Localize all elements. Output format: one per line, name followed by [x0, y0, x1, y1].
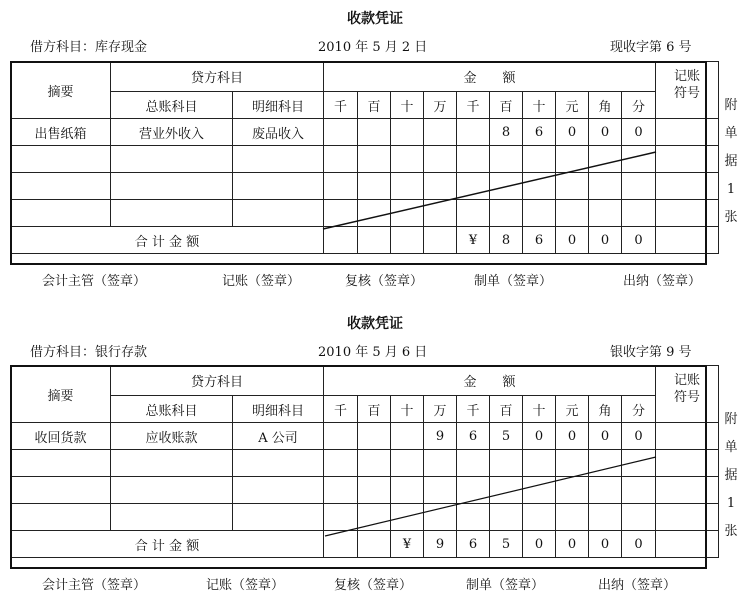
empty-row [11, 146, 719, 173]
header-detail-account: 明细科目 [233, 396, 324, 423]
header-record-mark: 记账 符号 [656, 366, 719, 423]
header-credit-account: 贷方科目 [111, 62, 324, 92]
voucher-number: 银收字第 9 号 [610, 345, 692, 360]
digit [324, 423, 358, 450]
total-digit: 0 [556, 531, 589, 558]
header-detail-account: 明细科目 [233, 92, 324, 119]
header-amount: 金 额 [324, 366, 656, 396]
unit-fen: 分 [622, 92, 656, 119]
total-digit: 0 [622, 227, 656, 254]
total-digit: 6 [523, 227, 556, 254]
header-general-ledger: 总账科目 [111, 92, 233, 119]
record-mark-cell [656, 531, 719, 558]
unit-qian: 千 [457, 396, 490, 423]
total-digit: 0 [589, 227, 622, 254]
record-mark-cell [656, 227, 719, 254]
voucher-title: 收款凭证 [347, 11, 403, 27]
entry-row [11, 423, 719, 450]
total-digit [358, 531, 391, 558]
empty-row [11, 504, 719, 531]
entry-summary: 出售纸箱 [11, 119, 111, 146]
voucher-date: 2010 年 5 月 2 日 [318, 40, 428, 55]
digit: 5 [490, 423, 523, 450]
total-digit: 0 [622, 531, 656, 558]
record-mark-cell [656, 423, 719, 450]
sign-cashier: 出纳（签章） [598, 578, 677, 593]
digit [391, 119, 424, 146]
total-digit [358, 227, 391, 254]
debit-account: 借方科目：库存现金 [30, 40, 148, 55]
total-label: 合 计 金 额 [11, 531, 324, 558]
digit [358, 119, 391, 146]
unit-bai: 百 [490, 396, 523, 423]
sign-accounting-supervisor: 会计主管（签章） [42, 274, 147, 289]
header-summary: 摘要 [11, 366, 111, 423]
unit-bai-wan: 百 [358, 396, 391, 423]
total-digit: 6 [457, 531, 490, 558]
digit [391, 423, 424, 450]
total-row [11, 531, 719, 558]
digit: 6 [523, 119, 556, 146]
unit-shi-wan: 十 [391, 92, 424, 119]
unit-fen: 分 [622, 396, 656, 423]
digit: 8 [490, 119, 523, 146]
entry-detail-account: A 公司 [233, 423, 324, 450]
sign-preparer: 制单（签章） [474, 274, 553, 289]
unit-bai: 百 [490, 92, 523, 119]
entry-general-ledger: 营业外收入 [111, 119, 233, 146]
header-general-ledger: 总账科目 [111, 396, 233, 423]
total-digit [324, 227, 358, 254]
digit: 9 [424, 423, 457, 450]
sign-bookkeeper: 记账（签章） [206, 578, 285, 593]
total-digit: 0 [523, 531, 556, 558]
entry-general-ledger: 应收账款 [111, 423, 233, 450]
attachment-note: 附 单 据 1 张 [724, 412, 738, 539]
unit-qian-wan: 千 [324, 396, 358, 423]
sign-accounting-supervisor: 会计主管（签章） [42, 578, 147, 593]
digit: 0 [523, 423, 556, 450]
header-amount: 金 额 [324, 62, 656, 92]
unit-jiao: 角 [589, 396, 622, 423]
digit: 0 [556, 423, 589, 450]
unit-yuan: 元 [556, 92, 589, 119]
unit-shi: 十 [523, 92, 556, 119]
total-label: 合 计 金 额 [11, 227, 324, 254]
total-digit: 8 [490, 227, 523, 254]
digit: 0 [589, 423, 622, 450]
digit [424, 119, 457, 146]
digit [358, 423, 391, 450]
unit-wan: 万 [424, 92, 457, 119]
header-summary: 摘要 [11, 62, 111, 119]
voucher-table [10, 365, 719, 558]
digit [324, 119, 358, 146]
voucher-table [10, 61, 719, 254]
digit: 0 [622, 119, 656, 146]
unit-shi-wan: 十 [391, 396, 424, 423]
total-digit: ¥ [457, 227, 490, 254]
sign-reviewer: 复核（签章） [345, 274, 424, 289]
entry-summary: 收回货款 [11, 423, 111, 450]
total-digit [324, 531, 358, 558]
voucher-number: 现收字第 6 号 [610, 40, 692, 55]
digit [457, 119, 490, 146]
total-digit: ¥ [391, 531, 424, 558]
record-mark-cell [656, 119, 719, 146]
total-digit [424, 227, 457, 254]
digit: 0 [622, 423, 656, 450]
sign-reviewer: 复核（签章） [334, 578, 413, 593]
entry-detail-account: 废品收入 [233, 119, 324, 146]
unit-shi: 十 [523, 396, 556, 423]
total-digit: 0 [556, 227, 589, 254]
digit: 0 [556, 119, 589, 146]
unit-jiao: 角 [589, 92, 622, 119]
empty-row [11, 450, 719, 477]
empty-row [11, 200, 719, 227]
empty-row [11, 477, 719, 504]
sign-bookkeeper: 记账（签章） [222, 274, 301, 289]
header-credit-account: 贷方科目 [111, 366, 324, 396]
sign-preparer: 制单（签章） [466, 578, 545, 593]
entry-row [11, 119, 719, 146]
voucher-title: 收款凭证 [347, 316, 403, 332]
debit-account: 借方科目：银行存款 [30, 345, 148, 360]
total-digit: 9 [424, 531, 457, 558]
total-digit [391, 227, 424, 254]
unit-bai-wan: 百 [358, 92, 391, 119]
unit-yuan: 元 [556, 396, 589, 423]
unit-qian-wan: 千 [324, 92, 358, 119]
digit: 0 [589, 119, 622, 146]
unit-qian: 千 [457, 92, 490, 119]
voucher-date: 2010 年 5 月 6 日 [318, 345, 428, 360]
empty-row [11, 173, 719, 200]
total-digit: 0 [589, 531, 622, 558]
sign-cashier: 出纳（签章） [623, 274, 702, 289]
unit-wan: 万 [424, 396, 457, 423]
header-record-mark: 记账 符号 [656, 62, 719, 119]
total-row [11, 227, 719, 254]
attachment-note: 附 单 据 1 张 [724, 98, 738, 225]
digit: 6 [457, 423, 490, 450]
total-digit: 5 [490, 531, 523, 558]
